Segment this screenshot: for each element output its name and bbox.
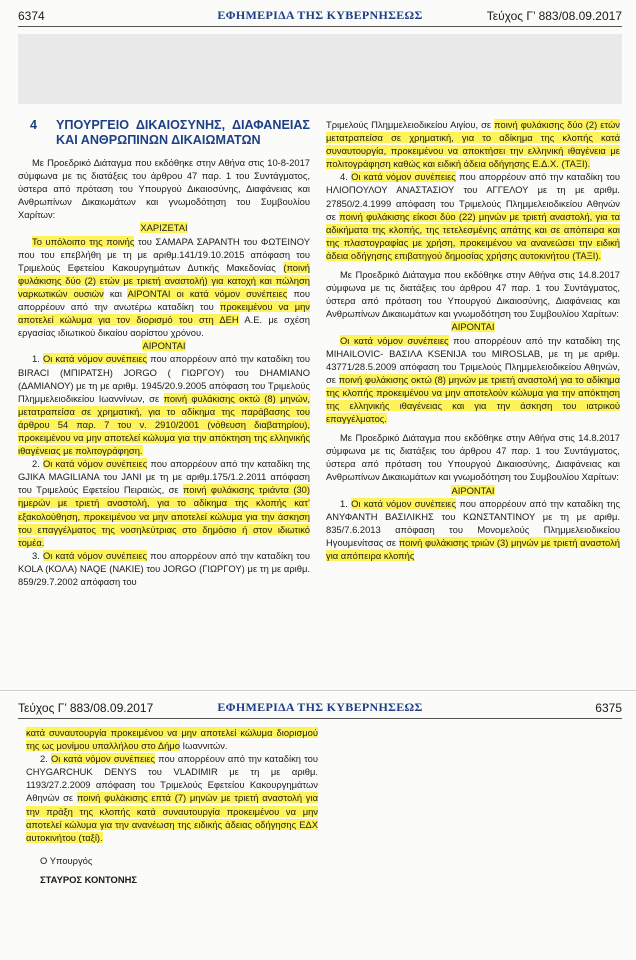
decree-intro-2: Με Προεδρικό Διάταγμα που εκδόθηκε στην Αθήνα στις 14.8.2017 σύμφωνα με τις διατάξεις του άρθρου 47 παρ. 1 του Συντάγματος, ύστερα από πρόταση του Υπουργού Δικαιοσύνης, Διαφάνειας και Ανθρωπίνων Δικαιωμάτων και γνωμοδότηση του Συμβουλίου Χαρίτων: <box>326 269 620 320</box>
ministry-number: 4 <box>30 118 38 132</box>
gazette-page-6375 <box>0 692 636 960</box>
ministry-heading <box>18 118 310 148</box>
page-number: 6375 <box>595 701 622 715</box>
paragraph-mihailovic: Οι κατά νόμον συνέπειες που απορρέουν από την καταδίκη της MIHAILOVIC- ΒΑΣΙΛΑ KSENIJA του MIROSLAB, με τη με αριθμ. 43771/28.5.2009 απόφαση του Τριμελούς Πλημμελειοδικείου Αθηνών, σε ποινή φυλάκισης οκτώ (8) μηνών με τριετή αναστολή για το αδίκημα της κλοπής προκειμένου να μην αποτελούν κώλυμα για την απόκτηση της ελληνικής ιθαγένειας και για την άσκηση του ιατρικού επαγγέλματος. <box>326 334 621 425</box>
page-header <box>18 0 622 27</box>
issue-label: Τεύχος Γ’ 883/08.09.2017 <box>486 9 622 23</box>
decree-intro: Με Προεδρικό Διάταγμα που εκδόθηκε στην Αθήνα στις 10-8-2017 σύμφωνα με τις διατάξεις του άρθρου 47 παρ. 1 του Συντάγματος, ύστερα από πρόταση του Υπουργού Δικαιοσύνης, Διαφάνειας και Ανθρωπίνων Δικαιωμάτων και γνωμοδότηση του Συμβουλίου Χαρίτων: <box>18 157 310 221</box>
aironta-heading: ΑΙΡΟΝΤΑΙ <box>142 340 186 352</box>
signature-block <box>26 854 318 886</box>
page-number: 6374 <box>18 9 45 23</box>
item-1-biraci: 1. Οι κατά νόμον συνέπειες που απορρέουν από την καταδίκη του BIRACI (ΜΠΙΡΑΤΣΗ) JORGO ( ΓΙΩΡΓΟΥ) του DHAMIANO (ΔΑΜΙΑΝΟΥ) με τη με αριθμ. 1945/20.9.2005 απόφαση του Τριμελούς Πλημμελειοδικείου Ιωαννίνων, σε ποινή φυλάκισης οκτώ (8) μηνών, μετατραπείσα σε χρηματική, για το αδίκημα της παράβασης του άρθρου 54 παρ. 7 του ν. 2910/2001 (νόθευση διαβατηρίου), προκειμένου να μην αποτελεί κώλυμα για την απόκτηση της ελληνικής ιθαγένειας με πολιτογράφηση. <box>18 353 311 457</box>
item-1-continued: κατά συναυτουργία προκειμένου να μην αποτελεί κώλυμα διορισμού της ως μονίμου υπαλλήλου στο Δήμο Ιωαννιτών. <box>26 727 318 752</box>
xarizetai-heading: ΧΑΡΙΖΕΤΑΙ <box>140 222 188 234</box>
signature-role: Ο Υπουργός <box>40 854 93 866</box>
gazette-title: ΕΦΗΜΕΡΙΔΑ ΤΗΣ ΚΥΒΕΡΝΗΣΕΩΣ <box>217 8 423 22</box>
left-column <box>26 726 318 886</box>
aironta-heading-2: ΑΙΡΟΝΤΑΙ <box>451 321 495 333</box>
redacted-area <box>18 34 622 104</box>
page-header <box>18 692 622 719</box>
item-4-iliopoulos: 4. Οι κατά νόμον συνέπειες που απορρέουν από την καταδίκη του ΗΛΙΟΠΟΥΛΟΥ ΑΝΑΣΤΑΣΙΟΥ του ΑΓΓΕΛΟΥ με τη με αριθμ. 27850/2.4.1999 απόφαση του Τριμελούς Πλημμελειοδικείου Αθηνών σε ποινή φυλάκισης είκοσι δύο (22) μηνών με τριετή αναστολή, για τα αδικήματα της κλοπής, της τετελεσμένης απάτης και σε απόπειρα και της πλαστογραφίας με χρήση, προκειμένου να ανανεώσει την ειδική άδεια οδήγησης επιβατηγού δημοσίας χρήσης αυτοκινήτου (ΤΑΞΙ). <box>326 171 620 261</box>
ministry-title: ΥΠΟΥΡΓΕΙΟ ΔΙΚΑΙΟΣΥΝΗΣ, ΔΙΑΦΑΝΕΙΑΣ ΚΑΙ ΑΝΘΡΩΠΙΝΩΝ ΔΙΚΑΙΩΜΑΤΩΝ <box>56 118 310 147</box>
item-2-gjika: 2. Οι κατά νόμον συνέπειες που απορρέουν από την καταδίκη της GJIKA MAGILIANA του JANI με τη με αριθμ.175/1.2.2011 απόφαση του Τριμελούς Εφετείου Πειραιώς, σε ποινή φυλάκισης τριάντα (30) ημερών με τριετή αναστολή, για το αδίκημα της κλοπής κατ’ εξακολούθηση, προκειμένου να μην αποτελεί κώλυμα για την άσκηση του επαγγέλματος της νοσηλεύτριας στο δημόσιο ή στον ιδιωτικό τομέα. <box>18 458 310 548</box>
gazette-title: ΕΦΗΜΕΡΙΔΑ ΤΗΣ ΚΥΒΕΡΝΗΣΕΩΣ <box>217 700 423 714</box>
signature-name: ΣΤΑΥΡΟΣ ΚΟΝΤΟΝΗΣ <box>40 873 138 885</box>
item-2-chygarchuk: 2. Οι κατά νόμον συνέπειες που απορρέουν από την καταδίκη του CHYGARCHUK DENYS του VLADIMIR με τη με αριθμ. 1193/27.2.2009 απόφαση του Τριμελούς Εφετείου Κακουργημάτων Αθηνών σε ποινή φυλάκισης επτά (7) μηνών με τριετή αναστολή για την πράξη της κλοπής κατά συναυτουργία προκειμένου να μην αποτελεί κώλυμα για την ανανέωση της ειδικής άδειας οδήγησης ΕΔΧ αυτοκινήτου (ταξί). <box>26 753 319 843</box>
decree-intro-3: Με Προεδρικό Διάταγμα που εκδόθηκε στην Αθήνα στις 14.8.2017 σύμφωνα με τις διατάξεις του άρθρου 47 παρ. 1 του Συντάγματος, ύστερα από πρόταση του Υπουργού Δικαιοσύνης, Διαφάνειας και Ανθρωπίνων Δικαιωμάτων και γνωμοδότηση του Συμβουλίου Χαρίτων: <box>326 432 620 483</box>
issue-label: Τεύχος Γ’ 883/08.09.2017 <box>18 701 154 715</box>
right-column <box>326 118 620 562</box>
left-column <box>18 118 310 588</box>
item-3-continued: Τριμελούς Πλημμελειοδικείου Αιγίου, σε ποινή φυλάκισης δύο (2) ετών μετατραπείσα σε χρηματική, για το αδίκημα της κλοπής κατά συναυτουργία, προκειμένου να αποκτήσει την ελληνική ιθαγένεια με πολιτογράφηση καθώς και ειδική άδεια οδήγησης Ε.Δ.Χ. (ΤΑΞΙ). <box>326 119 620 170</box>
item-3-kola: 3. Οι κατά νόμον συνέπειες που απορρέουν από την καταδίκη του KOLA (ΚΟΛΑ) NAQE (ΝΑΚΙΕ) του JORGO (ΓΙΩΡΓΟΥ) με τη με αριθμ. 859/29.7.2002 απόφαση του <box>18 549 310 587</box>
aironta-heading-3: ΑΙΡΟΝΤΑΙ <box>451 484 495 496</box>
paragraph-samaras: Το υπόλοιπο της ποινής του ΣΑΜΑΡΑ ΣΑΡΑΝΤΗ του ΦΩΤΕΙΝΟΥ που του επεβλήθη με τη με αριθμ.141/19.10.2015 απόφαση του Τριμελούς Εφετείου Κακουργημάτων Δυτικής Μακεδονίας (ποινή φυλάκισης δύο (2) ετών με τριετή αναστολή) για κατοχή και πώληση ναρκωτικών ουσιών και ΑΙΡΟΝΤΑΙ οι κατά νόμον συνέπειες που απορρέουν από την ανωτέρω καταδίκη του προκειμένου να μην αποτελεί κώλυμα για τον διορισμό του στη ΔΕΗ Α.Ε. με σχέση εργασίας ιδιωτικού δικαίου αορίστου χρόνου. <box>18 235 310 339</box>
item-1-anyfanti: 1. Οι κατά νόμον συνέπειες που απορρέουν από την καταδίκη της ΑΝΥΦΑΝΤΗ ΒΑΣΙΛΙΚΗΣ του ΚΩΝΣΤΑΝΤΙΝΟΥ με τη με αριθμ. 835/7.6.2013 απόφαση του Μονομελούς Πλημμελειοδικείου Ηγουμενίτσας σε ποινή φυλάκισης τριών (3) μηνών με τριετή αναστολή για απόπειρα κλοπής <box>326 497 620 561</box>
